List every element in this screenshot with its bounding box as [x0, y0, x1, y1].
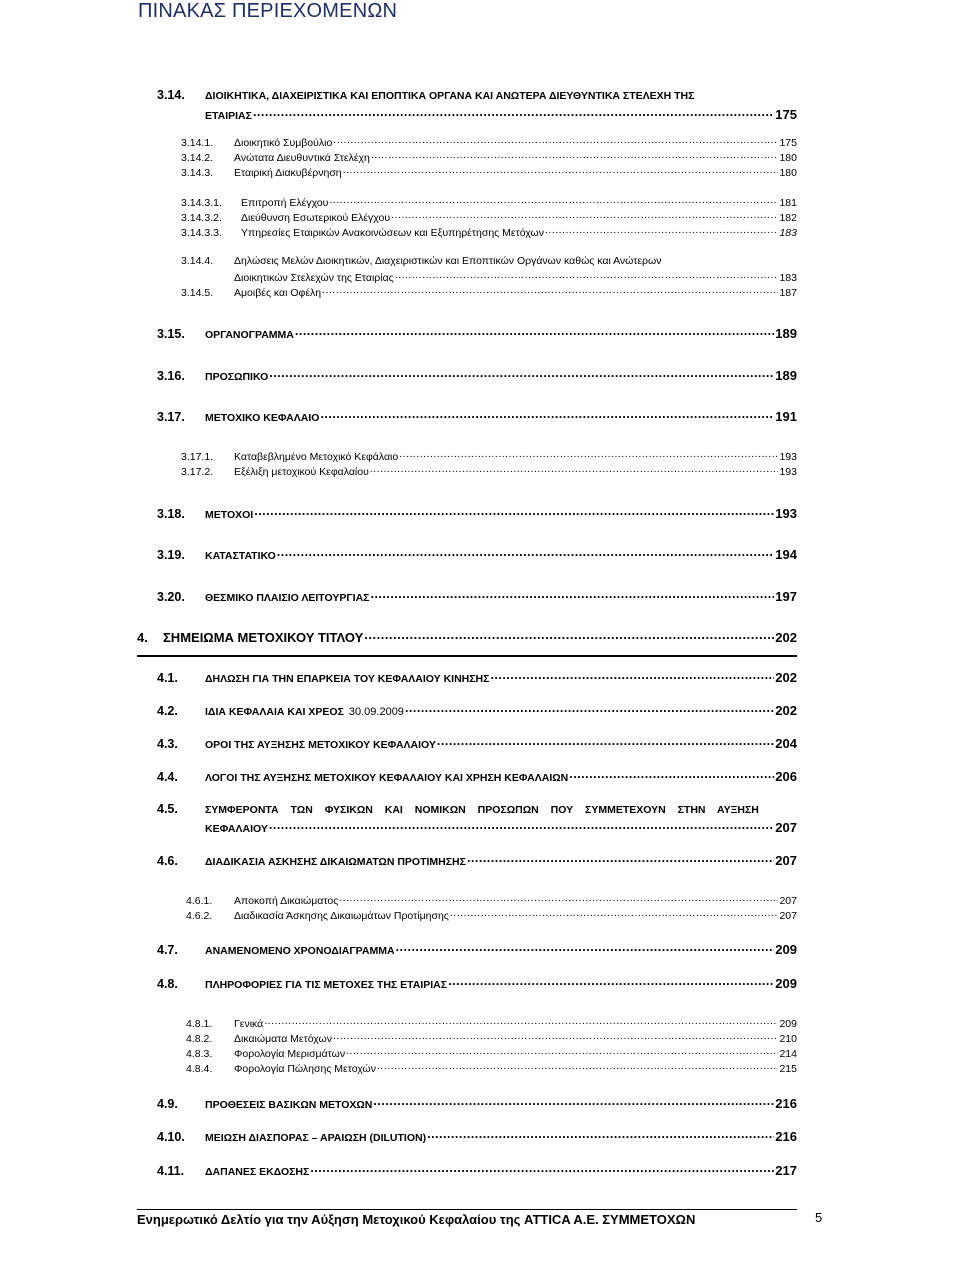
- toc-entry-3-15[interactable]: [157, 325, 797, 341]
- toc-number: 4.7.: [157, 942, 178, 957]
- toc-title: Φορολογία Πώλησης Μετοχών: [234, 1062, 376, 1075]
- toc-number: 3.17.1.: [181, 450, 214, 463]
- toc-title: ΜΕΤΟΧΟΙ: [205, 508, 254, 521]
- toc-title: ΔΙΟΙΚΗΤΙΚΑ, ΔΙΑΧΕΙΡΙΣΤΙΚΑ ΚΑΙ ΕΠΟΠΤΙΚΑ ΟΡΓΑΝΑ ΚΑΙ ΑΝΩΤΕΡΑ ΔΙΕΥΘΥΝΤΙΚΑ ΣΤΕΛΕΧΗ ΤΗΣ: [205, 90, 695, 102]
- toc-entry-4-8-3[interactable]: [186, 1046, 797, 1060]
- toc-page: 183: [779, 226, 797, 239]
- toc-page: 175: [775, 106, 797, 122]
- toc-page: 187: [779, 286, 797, 299]
- toc-page: 207: [775, 852, 797, 868]
- page-number: 5: [815, 1210, 823, 1225]
- toc-title: ΚΑΤΑΣΤΑΤΙΚΟ: [205, 549, 276, 562]
- toc-page: 217: [775, 1162, 797, 1178]
- toc-page: 214: [779, 1047, 797, 1060]
- toc-entry-4-11[interactable]: [157, 1162, 797, 1178]
- toc-title: ΔΙΑΔΙΚΑΣΙΑ ΑΣΚΗΣΗΣ ΔΙΚΑΙΩΜΑΤΩΝ ΠΡΟΤΙΜΗΣΗΣ: [205, 855, 466, 868]
- toc-number: 4.1.: [157, 670, 178, 685]
- toc-page: 193: [779, 450, 797, 463]
- toc-title: ΚΕΦΑΛΑΙΟΥ: [205, 822, 268, 835]
- toc-date: 30.09.2009: [348, 705, 404, 718]
- toc-entry-3-17-2[interactable]: [181, 464, 797, 478]
- toc-title: ΜΕΙΩΣΗ ΔΙΑΣΠΟΡΑΣ – ΑΡΑΙΩΣΗ (DILUTION): [205, 1131, 427, 1144]
- toc-page: 182: [779, 211, 797, 224]
- leader-dots: [371, 150, 779, 161]
- toc-title: ΔΑΠΑΝΕΣ ΕΚΔΟΣΗΣ: [205, 1165, 310, 1178]
- toc-entry-3-14-5[interactable]: [181, 285, 797, 299]
- toc-entry-4-6-1[interactable]: [186, 893, 797, 907]
- section-underline: [137, 655, 797, 657]
- leader-dots: [364, 629, 774, 642]
- toc-number: 3.14.1.: [181, 136, 214, 149]
- toc-title: Φορολογία Μερισμάτων: [234, 1047, 346, 1060]
- toc-entry-4[interactable]: [137, 629, 797, 645]
- toc-page: 189: [775, 325, 797, 341]
- leader-dots: [269, 367, 774, 380]
- toc-number: 4.8.4.: [186, 1062, 213, 1075]
- toc-number: 4.8.3.: [186, 1047, 213, 1060]
- leader-dots: [569, 768, 774, 781]
- toc-page: 183: [779, 271, 797, 284]
- toc-number: 4.5.: [157, 802, 178, 816]
- toc-page: 215: [779, 1062, 797, 1075]
- toc-entry-3-14-4-cont[interactable]: [234, 270, 797, 284]
- toc-title: Διαδικασία Άσκησης Δικαιωμάτων Προτίμησης: [234, 909, 449, 922]
- leader-dots: [310, 1162, 774, 1175]
- toc-title: Δικαιώματα Μετόχων: [234, 1032, 332, 1045]
- toc-title: Ανώτατα Διευθυντικά Στελέχη: [234, 151, 370, 164]
- leader-dots: [269, 819, 774, 832]
- leader-dots: [346, 1046, 778, 1057]
- toc-title: Διεύθυνση Εσωτερικού Ελέγχου: [241, 211, 391, 224]
- toc-number: 3.14.2.: [181, 151, 214, 164]
- leader-dots: [373, 1095, 774, 1108]
- toc-entry-3-14-3-3[interactable]: [181, 225, 797, 239]
- toc-title: Εταιρική Διακυβέρνηση: [234, 166, 342, 179]
- leader-dots: [277, 546, 775, 559]
- toc-title: Δηλώσεις Μελών Διοικητικών, Διαχειριστικών και Εποπτικών Οργάνων καθώς και Ανώτερων: [234, 255, 662, 267]
- toc-page: 209: [779, 1017, 797, 1030]
- toc-page: 202: [775, 669, 797, 685]
- toc-number: 3.20.: [157, 589, 185, 604]
- toc-page: 193: [775, 505, 797, 521]
- toc-title: Υπηρεσίες Εταιρικών Ανακοινώσεων και Εξυπηρέτησης Μετόχων: [241, 226, 544, 239]
- toc-number: 3.17.: [157, 409, 185, 424]
- toc-entry-4-8-2[interactable]: [186, 1031, 797, 1045]
- toc-title: ΠΡΟΣΩΠΙΚΟ: [205, 370, 269, 383]
- toc-entry-4-2[interactable]: [157, 702, 797, 718]
- toc-title: ΜΕΤΟΧΙΚΟ ΚΕΦΑΛΑΙΟ: [205, 411, 320, 424]
- toc-page: 210: [779, 1032, 797, 1045]
- toc-page: 216: [775, 1095, 797, 1111]
- leader-dots: [264, 1016, 778, 1027]
- toc-number: 4.9.: [157, 1096, 178, 1111]
- toc-entry-4-6[interactable]: [157, 852, 797, 868]
- toc-number: 3.14.3.1.: [181, 196, 222, 209]
- leader-dots: [395, 270, 779, 281]
- toc-page: 207: [775, 819, 797, 835]
- toc-number: 3.17.2.: [181, 465, 214, 478]
- toc-title: ΣΗΜΕΙΩΜΑ ΜΕΤΟΧΙΚΟΥ ΤΙΤΛΟΥ: [163, 630, 364, 645]
- toc-title: ΣΥΜΦΕΡΟΝΤΑ ΤΩΝ ΦΥΣΙΚΩΝ ΚΑΙ ΝΟΜΙΚΩΝ ΠΡΟΣΩΠΩΝ ΠΟΥ ΣΥΜΜΕΤΕΧΟΥΝ ΣΤΗΝ ΑΥΞΗΣΗ: [205, 804, 759, 816]
- toc-number: 4.8.2.: [186, 1032, 213, 1045]
- toc-title: ΕΤΑΙΡΙΑΣ: [205, 109, 252, 122]
- toc-number: 4.6.: [157, 853, 178, 868]
- toc-page: 206: [775, 768, 797, 784]
- toc-number: 4.2.: [157, 703, 178, 718]
- toc-page: 180: [779, 151, 797, 164]
- toc-number: 4.6.1.: [186, 894, 213, 907]
- toc-page: 191: [775, 408, 797, 424]
- toc-number: 4.4.: [157, 769, 178, 784]
- toc-page: 209: [775, 975, 797, 991]
- leader-dots: [450, 908, 779, 919]
- toc-entry-3-19[interactable]: [157, 546, 797, 562]
- toc-number: 3.14.3.: [181, 166, 214, 179]
- toc-entry-3-14-cont[interactable]: [205, 106, 797, 122]
- toc-number: 4.6.2.: [186, 909, 213, 922]
- toc-title: ΛΟΓΟΙ ΤΗΣ ΑΥΞΗΣΗΣ ΜΕΤΟΧΙΚΟΥ ΚΕΦΑΛΑΙΟΥ ΚΑΙ ΧΡΗΣΗ ΚΕΦΑΛΑΙΩΝ: [205, 771, 569, 784]
- toc-page: 181: [779, 196, 797, 209]
- leader-dots: [490, 669, 774, 682]
- toc-title: ΟΡΟΙ ΤΗΣ ΑΥΞΗΣΗΣ ΜΕΤΟΧΙΚΟΥ ΚΕΦΑΛΑΙΟΥ: [205, 738, 436, 751]
- toc-page: 175: [779, 136, 797, 149]
- toc-title: Καταβεβλημένο Μετοχικό Κεφάλαιο: [234, 450, 399, 463]
- toc-number: 3.16.: [157, 368, 185, 383]
- toc-entry-3-14-3[interactable]: [181, 165, 797, 179]
- toc-page: 193: [779, 465, 797, 478]
- toc-title: Αποκοπή Δικαιώματος: [234, 894, 339, 907]
- toc-entry-4-8-4[interactable]: [186, 1061, 797, 1075]
- leader-dots: [377, 1061, 779, 1072]
- leader-dots: [467, 852, 774, 865]
- leader-dots: [295, 325, 774, 338]
- toc-number: 4.8.: [157, 976, 178, 991]
- leader-dots: [333, 135, 778, 146]
- toc-entry-4-8-1[interactable]: [186, 1016, 797, 1030]
- toc-number: 3.18.: [157, 506, 185, 521]
- toc-title: Επιτροπή Ελέγχου: [241, 196, 329, 209]
- leader-dots: [322, 285, 778, 296]
- toc-number: 3.19.: [157, 547, 185, 562]
- toc-number: 3.14.3.3.: [181, 226, 222, 239]
- toc-entry-4-5-cont[interactable]: [205, 819, 797, 835]
- toc-number: 3.14.4.: [181, 255, 214, 267]
- leader-dots: [396, 941, 775, 954]
- toc-entry-4-4[interactable]: [157, 768, 797, 784]
- toc-number: 3.15.: [157, 326, 185, 341]
- leader-dots: [254, 505, 774, 518]
- leader-dots: [437, 735, 774, 748]
- leader-dots: [545, 225, 779, 236]
- toc-entry-3-14[interactable]: [157, 88, 694, 102]
- toc-number: 4.3.: [157, 736, 178, 751]
- leader-dots: [391, 210, 778, 221]
- footer-text: Ενημερωτικό Δελτίο για την Αύξηση Μετοχικού Κεφαλαίου της ATTICA A.E. ΣΥΜΜΕΤΟΧΩΝ: [137, 1212, 696, 1227]
- toc-title: ΠΡΟΘΕΣΕΙΣ ΒΑΣΙΚΩΝ ΜΕΤΟΧΩΝ: [205, 1098, 373, 1111]
- toc-page: 207: [779, 894, 797, 907]
- leader-dots: [405, 702, 774, 715]
- toc-title: ΑΝΑΜΕΝΟΜΕΝΟ ΧΡΟΝΟΔΙΑΓΡΑΜΜΑ: [205, 944, 395, 957]
- leader-dots: [329, 195, 778, 206]
- toc-page: 204: [775, 735, 797, 751]
- toc-entry-3-14-1[interactable]: [181, 135, 797, 149]
- toc-number: 3.14.5.: [181, 286, 214, 299]
- toc-number: 4.: [137, 630, 148, 645]
- toc-page: 180: [779, 166, 797, 179]
- toc-entry-3-14-3-1[interactable]: [181, 195, 797, 209]
- leader-dots: [448, 975, 774, 988]
- leader-dots: [320, 408, 774, 421]
- toc-number: 3.14.3.2.: [181, 211, 222, 224]
- toc-page: 209: [775, 941, 797, 957]
- toc-title: Γενικά: [234, 1017, 264, 1030]
- toc-entry-3-20[interactable]: [157, 588, 797, 604]
- toc-entry-4-9[interactable]: [157, 1095, 797, 1111]
- toc-page: 194: [775, 546, 797, 562]
- toc-page: 202: [775, 702, 797, 718]
- toc-number: 3.14.: [157, 88, 185, 102]
- toc-entry-3-16[interactable]: [157, 367, 797, 383]
- toc-entry-4-10[interactable]: [157, 1128, 797, 1144]
- footer-divider: [137, 1209, 797, 1210]
- toc-entry-4-5[interactable]: [157, 802, 797, 816]
- leader-dots: [427, 1128, 774, 1141]
- toc-number: 4.11.: [157, 1163, 185, 1178]
- leader-dots: [333, 1031, 778, 1042]
- toc-entry-4-8[interactable]: [157, 975, 797, 991]
- leader-dots: [370, 464, 779, 475]
- toc-title: Αμοιβές και Οφέλη: [234, 286, 322, 299]
- leader-dots: [343, 165, 779, 176]
- toc-page: 197: [775, 588, 797, 604]
- leader-dots: [253, 106, 774, 119]
- toc-entry-4-3[interactable]: [157, 735, 797, 751]
- toc-entry-3-14-4[interactable]: [181, 255, 661, 267]
- toc-entry-3-14-2[interactable]: [181, 150, 797, 164]
- toc-number: 4.8.1.: [186, 1017, 213, 1030]
- toc-entry-3-17-1[interactable]: [181, 449, 797, 463]
- toc-page: 189: [775, 367, 797, 383]
- toc-entry-4-7[interactable]: [157, 941, 797, 957]
- toc-page: 216: [775, 1128, 797, 1144]
- toc-page: 202: [775, 630, 797, 645]
- toc-title: ΠΛΗΡΟΦΟΡΙΕΣ ΓΙΑ ΤΙΣ ΜΕΤΟΧΕΣ ΤΗΣ ΕΤΑΙΡΙΑΣ: [205, 978, 448, 991]
- toc-number: 4.10.: [157, 1129, 185, 1144]
- toc-entry-4-1[interactable]: [157, 669, 797, 685]
- leader-dots: [370, 588, 774, 601]
- toc-title: Διοικητικό Συμβούλιο: [234, 136, 333, 149]
- leader-dots: [399, 449, 778, 460]
- toc-title: ΙΔΙΑ ΚΕΦΑΛΑΙΑ ΚΑΙ ΧΡΕΟΣ: [205, 705, 344, 718]
- toc-title: ΘΕΣΜΙΚΟ ΠΛΑΙΣΙΟ ΛΕΙΤΟΥΡΓΙΑΣ: [205, 591, 370, 604]
- toc-page: 207: [779, 909, 797, 922]
- leader-dots: [339, 893, 778, 904]
- toc-title: Διοικητικών Στελεχών της Εταιρίας: [234, 271, 394, 284]
- toc-entry-3-18[interactable]: [157, 505, 797, 521]
- toc-entry-3-17[interactable]: [157, 408, 797, 424]
- toc-title: Εξέλιξη μετοχικού Κεφαλαίου: [234, 465, 369, 478]
- toc-entry-4-6-2[interactable]: [186, 908, 797, 922]
- toc-entry-3-14-3-2[interactable]: [181, 210, 797, 224]
- page-title: ΠΙΝΑΚΑΣ ΠΕΡΙΕΧΟΜΕΝΩΝ: [138, 0, 398, 22]
- toc-title: ΟΡΓΑΝΟΓΡΑΜΜΑ: [205, 328, 294, 341]
- toc-title: ΔΗΛΩΣΗ ΓΙΑ ΤΗΝ ΕΠΑΡΚΕΙΑ ΤΟΥ ΚΕΦΑΛΑΙΟΥ ΚΙΝΗΣΗΣ: [205, 672, 490, 685]
